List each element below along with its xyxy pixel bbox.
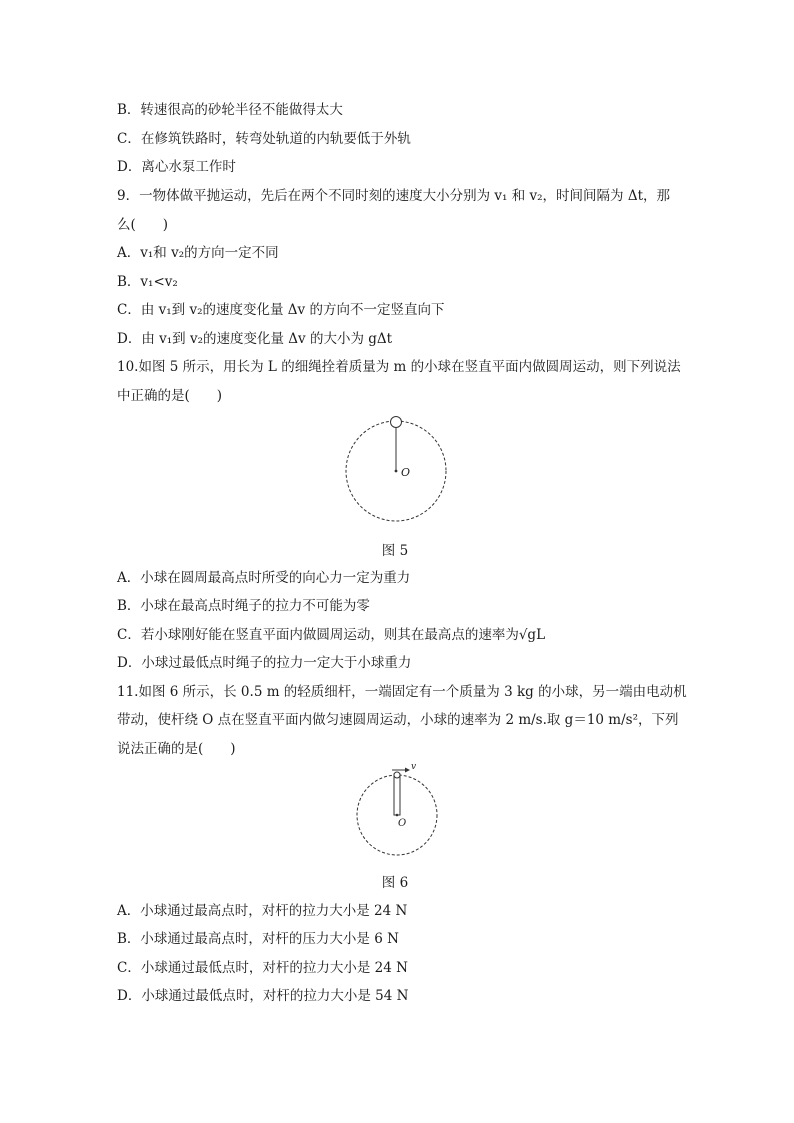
q11-option-b: B．小球通过最高点时，对杆的压力大小是 6 N <box>117 931 399 947</box>
q8-option-c: C．在修筑铁路时，转弯处轨道的内轨要低于外轨 <box>117 131 411 147</box>
q10-stem-line-1: 10.如图 5 所示，用长为 L 的细绳拴着质量为 m 的小球在竖直平面内做圆周运动，则下列说法 <box>117 359 681 375</box>
arrow-head-icon <box>405 768 410 773</box>
figure-5-rope-circle <box>340 412 452 528</box>
q10-option-b: B．小球在最高点时绳子的拉力不可能为零 <box>117 598 370 614</box>
q11-stem-line-2: 带动，使杆绕 O 点在竖直平面内做匀速圆周运动，小球的速率为 2 m/s.取 g＝10 m/s²，下列 <box>117 712 679 728</box>
center-label: O <box>401 466 411 479</box>
q8-option-b: B．转速很高的砂轮半径不能做得太大 <box>117 102 343 118</box>
q8-option-d: D．离心水泵工作时 <box>117 159 236 175</box>
figure-6-caption: 图 6 <box>381 875 409 891</box>
q10-option-a: A．小球在圆周最高点时所受的向心力一定为重力 <box>117 570 411 586</box>
center-point <box>396 814 399 817</box>
q10-stem-line-2: 中正确的是( ) <box>117 388 223 404</box>
rod <box>394 774 400 815</box>
center-label: O <box>398 818 407 829</box>
q10-option-c: C．若小球刚好能在竖直平面内做圆周运动，则其在最高点的速率为√gL <box>117 627 546 643</box>
q11-option-c: C．小球通过最低点时，对杆的拉力大小是 24 N <box>117 960 408 976</box>
q9-stem-line-1: 9．一物体做平抛运动，先后在两个不同时刻的速度大小分别为 v₁ 和 v₂，时间间隔为 Δt，那 <box>117 188 671 204</box>
velocity-label: v <box>411 762 417 772</box>
q9-option-b: B．v₁<v₂ <box>117 274 178 290</box>
q9-option-a: A．v₁和 v₂的方向一定不同 <box>117 245 279 261</box>
q11-stem-line-3: 说法正确的是( ) <box>117 741 236 757</box>
q9-stem-line-2: 么( ) <box>117 217 169 233</box>
center-point <box>395 470 398 473</box>
figure-5-caption: 图 5 <box>381 543 409 559</box>
ball-marker <box>394 772 400 778</box>
figure-6-rod-circle <box>352 762 442 858</box>
q10-option-d: D．小球过最低点时绳子的拉力一定大于小球重力 <box>117 655 412 671</box>
q11-option-d: D．小球通过最低点时，对杆的拉力大小是 54 N <box>117 988 409 1004</box>
q9-option-d: D．由 v₁到 v₂的速度变化量 Δv 的大小为 gΔt <box>117 331 393 347</box>
q11-option-a: A．小球通过最高点时，对杆的拉力大小是 24 N <box>117 903 408 919</box>
q11-stem-line-1: 11.如图 6 所示，长 0.5 m 的轻质细杆，一端固定有一个质量为 3 kg 的小球，另一端由电动机 <box>117 684 687 700</box>
ball-marker <box>391 417 402 428</box>
q9-option-c: C．由 v₁到 v₂的速度变化量 Δv 的方向不一定竖直向下 <box>117 302 445 318</box>
